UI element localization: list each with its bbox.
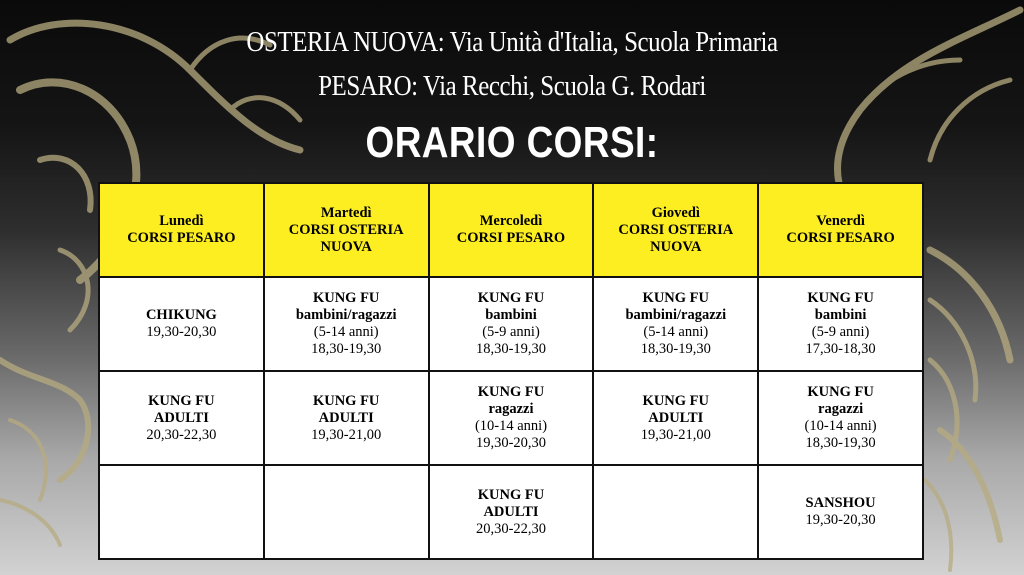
course-time: 19,30-21,00 [311, 426, 382, 443]
course-name: CHIKUNG [145, 307, 217, 323]
course-time: 19,30-20,30 [805, 512, 876, 528]
course-group: bambini/ragazzi [295, 307, 397, 323]
location-label: CORSI OSTERIA NUOVA [288, 221, 404, 255]
schedule-cell [264, 277, 429, 371]
course-ages: (10-14 anni) [474, 418, 548, 434]
course-time: 19,30-21,00 [640, 426, 711, 443]
day-label: Lunedì [159, 213, 204, 229]
header-tuesday [264, 183, 429, 277]
course-group: ragazzi [818, 401, 864, 417]
course-name: KUNG FU [312, 290, 380, 306]
course-time: 20,30-22,30 [475, 520, 547, 537]
course-name: SANSHOU [805, 495, 876, 511]
table-row [99, 465, 923, 559]
course-group: bambini [485, 307, 537, 323]
schedule-cell [429, 465, 594, 559]
course-name: KUNG FU [807, 290, 874, 306]
location-label: CORSI OSTERIA NUOVA [618, 221, 734, 255]
table-row [99, 371, 923, 465]
schedule-cell [429, 371, 594, 465]
schedule-cell [99, 465, 264, 559]
location-label: CORSI PESARO [456, 230, 566, 246]
course-time: 19,30-20,30 [475, 435, 547, 451]
course-name: KUNG FU [642, 290, 710, 306]
course-ages: (5-14 anni) [643, 324, 709, 340]
header-wednesday [429, 183, 594, 277]
course-group: ragazzi [488, 401, 534, 417]
schedule-cell [758, 465, 923, 559]
course-ages: (10-14 anni) [804, 418, 877, 434]
course-ages: (5-14 anni) [313, 324, 379, 340]
header-thursday [593, 183, 758, 277]
course-name: KUNG FU [477, 384, 545, 400]
schedule-cell [99, 371, 264, 465]
course-name: KUNG FU [642, 392, 710, 409]
course-time: 18,30-19,30 [640, 341, 711, 357]
course-name: KUNG FU [148, 392, 215, 409]
course-group: ADULTI [483, 503, 539, 520]
day-label: Mercoledì [479, 213, 543, 229]
schedule-table [98, 182, 924, 560]
header-monday [99, 183, 264, 277]
course-group: bambini/ragazzi [625, 307, 727, 323]
location-label: CORSI PESARO [127, 230, 236, 246]
course-group: ADULTI [153, 409, 209, 426]
course-group: bambini [814, 307, 867, 323]
course-ages: (5-9 anni) [811, 324, 870, 340]
location-label: CORSI PESARO [786, 230, 895, 246]
course-ages: (5-9 anni) [482, 324, 540, 340]
course-group: ADULTI [648, 409, 704, 426]
schedule-cell [593, 371, 758, 465]
day-label: Martedì [320, 204, 372, 221]
schedule-cell [264, 371, 429, 465]
schedule-cell [429, 277, 594, 371]
course-time: 17,30-18,30 [805, 341, 876, 357]
schedule-cell [593, 277, 758, 371]
course-name: KUNG FU [312, 392, 380, 409]
course-group: ADULTI [318, 409, 374, 426]
course-name: KUNG FU [477, 290, 545, 306]
schedule-cell [264, 465, 429, 559]
course-time: 18,30-19,30 [805, 435, 876, 451]
table-row [99, 277, 923, 371]
address-osteria-nuova: OSTERIA NUOVA: Via Unità d'Italia, Scuola Primaria [246, 26, 778, 58]
schedule-cell [593, 465, 758, 559]
course-name: KUNG FU [807, 384, 874, 400]
course-time: 20,30-22,30 [146, 426, 217, 443]
schedule-cell [758, 277, 923, 371]
course-time: 18,30-19,30 [311, 341, 382, 357]
page-title: ORARIO CORSI: [365, 118, 659, 167]
table-header-row [99, 183, 923, 277]
course-name: KUNG FU [477, 486, 545, 503]
schedule-cell [99, 277, 264, 371]
header-friday [758, 183, 923, 277]
day-label: Giovedì [651, 204, 700, 221]
address-pesaro: PESARO: Via Recchi, Scuola G. Rodari [318, 70, 706, 102]
course-time: 19,30-20,30 [146, 324, 217, 340]
day-label: Venerdì [816, 213, 865, 229]
schedule-cell [758, 371, 923, 465]
course-time: 18,30-19,30 [475, 341, 547, 357]
